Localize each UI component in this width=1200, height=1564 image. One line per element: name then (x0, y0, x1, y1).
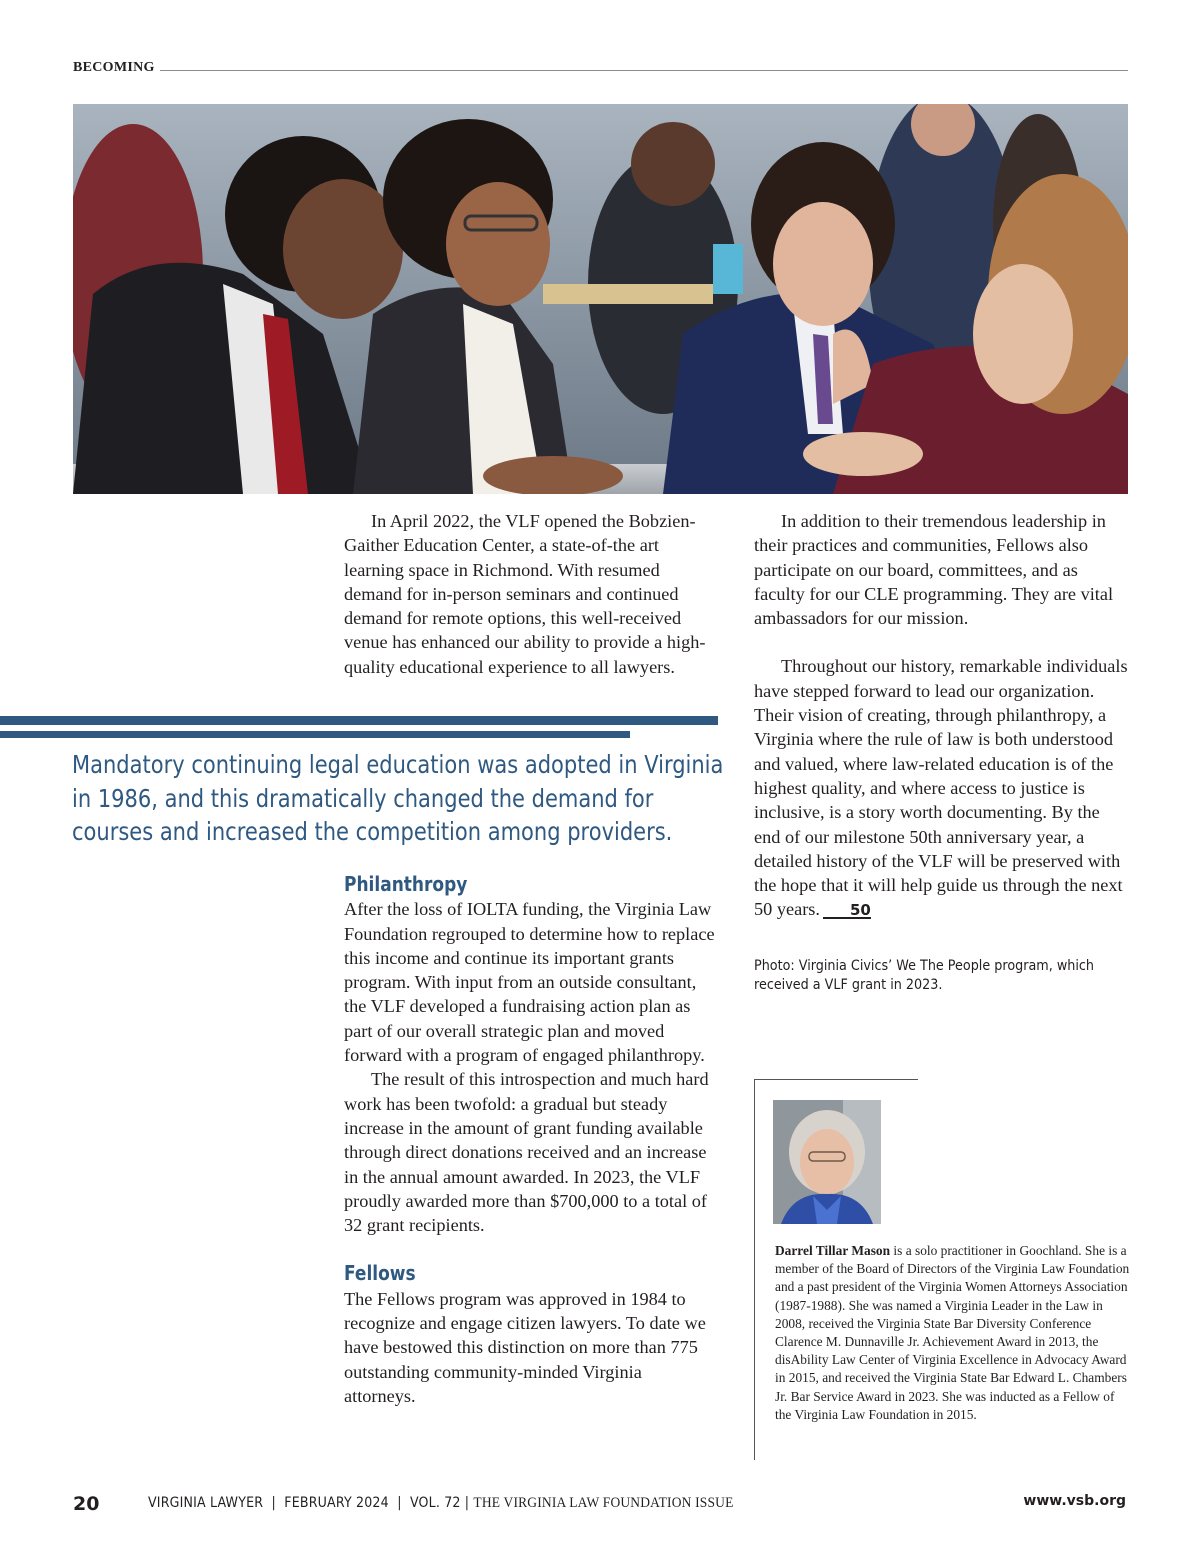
philanthropy-section (344, 872, 716, 1408)
author-bio-text: is a solo practitioner in Goochland. She is a member of the Board of Directors of the Virginia Law Foundation and a past president of the Virginia Women Attorneys Association (1987-1988). She was named a Virginia Leader in the Law in 2008, received the Virginia State Bar Diversity Conference Clarence M. Dunnaville Jr. Achievement Award in 2013, the disAbility Law Center of Virginia Excellence in Advocacy Award in 2015, and received the Virginia State Bar Edward L. Chambers Jr. Bar Service Award in 2023. She was inducted as a Fellow of the Virginia Law Foundation in 2015. (775, 1243, 1130, 1422)
philanthropy-heading: Philanthropy (344, 872, 468, 896)
author-bio (775, 1242, 1131, 1424)
page-number: 20 (73, 1493, 100, 1515)
photo-caption: Photo: Virginia Civics’ We The People program, which received a VLF grant in 2023. (754, 958, 1095, 993)
philanthropy-paragraph-2: The result of this introspection and much hard work has been twofold: a gradual but steady increase in the amount of grant funding available through direct donations received and an increase in the annual amount awarded. In 2023, the VLF proudly awarded more than $700,000 to a total of 32 grant recipients. (344, 1069, 709, 1236)
footer-publication (148, 1495, 734, 1512)
pull-quote-rule-top (0, 716, 718, 725)
fifty-end-mark-icon: 50 (823, 903, 871, 919)
author-portrait-icon (773, 1100, 881, 1224)
education-center-paragraph: In April 2022, the VLF opened the Bobzien-Gaither Education Center, a state-of-the art learning space in Richmond. With resumed demand for in-person seminars and continued demand for remote options, this well-received venue has enhanced our ability to provide a high-quality educational experience to all lawyers. (344, 511, 706, 677)
hero-photo (73, 104, 1128, 494)
author-portrait (773, 1100, 881, 1224)
philanthropy-paragraph-1: After the loss of IOLTA funding, the Virginia Law Foundation regrouped to determine how to replace this income and continue its important grants program. With input from an outside consultant, the VLF developed a fundraising action plan as part of our overall strategic plan and moved forward with a program of engaged philanthropy. (344, 899, 715, 1066)
footer-issue-title: THE VIRGINIA LAW FOUNDATION ISSUE (473, 1495, 734, 1511)
header-rule (160, 70, 1128, 71)
footer-url-link[interactable]: www.vsb.org (1023, 1493, 1126, 1509)
pull-quote-rule-bottom (0, 731, 630, 738)
bio-box-left-rule (754, 1079, 755, 1460)
section-label: BECOMING (73, 60, 155, 75)
footer-magazine: VIRGINIA LAWYER | FEBRUARY 2024 | VOL. 72 | (148, 1495, 474, 1511)
fellows-paragraph: The Fellows program was approved in 1984 to recognize and engage citizen lawyers. To date we have bestowed this distinction on more than 775 outstanding community-minded Virginia attorneys. (344, 1288, 706, 1406)
bio-box-top-rule (754, 1079, 918, 1080)
right-column (754, 509, 1128, 922)
hero-photo-illustration (73, 104, 1128, 494)
history-paragraph-text: Throughout our history, remarkable individuals have stepped forward to lead our organization. Their vision of creating, through philanthropy, a Virginia where the rule of law is both understood and valued, where law-related education is of the highest quality, and where access to justice is inclusive, is a story worth documenting. By the end of our milestone 50th anniversary year, a detailed history of the VLF will be preserved with the hope that it will help guide us through the next 50 years. (754, 656, 1128, 920)
fellows-heading: Fellows (344, 1261, 416, 1286)
intro-column (344, 509, 716, 679)
pull-quote: Mandatory continuing legal education was adopted in Virginia in 1986, and this dramatically changed the demand for courses and increased the competition among providers. (72, 750, 724, 846)
history-paragraph (754, 654, 1128, 921)
fellows-roles-paragraph: In addition to their tremendous leadership in their practices and communities, Fellows also participate on our board, committees, and as faculty for our CLE programming. They are vital ambassadors for our mission. (754, 511, 1114, 629)
author-name: Darrel Tillar Mason (775, 1243, 891, 1258)
